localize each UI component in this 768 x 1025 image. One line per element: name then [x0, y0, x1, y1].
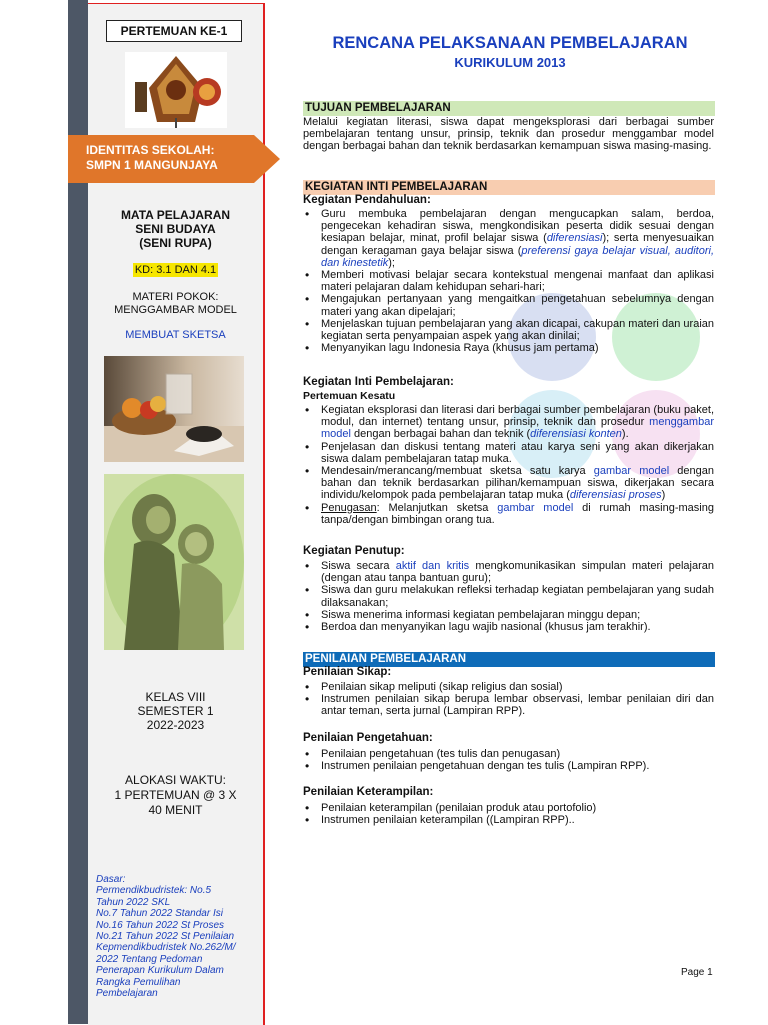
- still-life-photo: [104, 356, 244, 462]
- school-name: SMPN 1 MANGUNJAYA: [86, 158, 218, 172]
- list-item: • Penugasan: Melanjutkan sketsa gambar model di rumah masing-masing tanpa/dengan bimbingan orang tua.: [303, 502, 714, 526]
- pertemuan-box: PERTEMUAN KE-1: [106, 20, 242, 42]
- page-subtitle: KURIKULUM 2013: [454, 55, 566, 70]
- page-number: Page 1: [681, 967, 713, 978]
- list-item: • Penjelasan dan diskusi tentang materi atau karya seni yang akan dikerjakan siswa dalam pembelajaran tatap muka.: [303, 441, 714, 465]
- inti-list: [303, 404, 714, 526]
- kegiatan-heading: KEGIATAN INTI PEMBELAJARAN: [303, 180, 715, 195]
- list-item: • Siswa secara aktif dan kritis mengkomunikasikan simpulan materi pelajaran (dengan atau tanpa bantuan guru);: [303, 560, 714, 584]
- membuat-sketsa: MEMBUAT SKETSA: [125, 329, 226, 341]
- tujuan-text: Melalui kegiatan literasi, siswa dapat mengeksplorasi dari berbagai sumber pembelajaran tentang unsur, prinsip, teknik dan prosedur menggambar model dengan berbagai bahan dan teknik berdasarkan kemampuan siswa masing-masing.: [303, 116, 714, 153]
- mata-pelajaran: MATA PELAJARAN SENI BUDAYA (SENI RUPA): [120, 208, 231, 250]
- sikap-list: [303, 681, 714, 718]
- dasar-hukum: Dasar: Permendikbudristek: No.5 Tahun 2022 SKL No.7 Tahun 2022 Standar Isi No.16 Tahun 2022 St Proses No.21 Tahun 2022 St Penilaian Kepmendikbudristek No.262/M/ 2022 Tentang Pedoman Penerapan Kurikulum Dalam Rangka Pemulihan Pembelajaran: [96, 874, 236, 1000]
- list-item: • Instrumen penilaian pengetahuan dengan tes tulis (Lampiran RPP).: [303, 760, 714, 772]
- children-photo: [104, 474, 244, 650]
- penutup-title: Kegiatan Penutup:: [303, 545, 405, 557]
- keterampilan-list: [303, 802, 714, 826]
- list-item: • Mendesain/merancang/membuat sketsa satu karya gambar model dengan bahan dan teknik berdasarkan pilihan/kemampuan siswa, dikerjakan secara individu/kelompok pada pembelajaran tatap muka (diferensiasi proses): [303, 465, 714, 502]
- alokasi-waktu: ALOKASI WAKTU: 1 PERTEMUAN @ 3 X 40 MENIT: [114, 773, 237, 817]
- list-item: • Instrumen penilaian sikap berupa lembar observasi, lembar penilaian diri dan antar teman, serta jurnal (Lampiran RPP).: [303, 693, 714, 717]
- list-item: • Kegiatan eksplorasi dan literasi dari berbagai sumber pembelajaran (buku paket, modul, dan internet) tentang unsur, prinsip, teknik dan prosedur menggambar model dengan berbagai bahan dan teknik (diferensiasi konten).: [303, 404, 714, 441]
- list-item: • Siswa menerima informasi kegiatan pembelajaran minggu depan;: [303, 609, 714, 621]
- list-item: • Siswa dan guru melakukan refleksi terhadap kegiatan pembelajaran yang sudah dilaksanakan;: [303, 584, 714, 608]
- page-title: RENCANA PELAKSANAAN PEMBELAJARAN: [332, 34, 688, 52]
- list-item: • Memberi motivasi belajar secara kontekstual mengenai manfaat dan aplikasi materi pelajaran dalam kehidupan sehari-hari;: [303, 269, 714, 293]
- list-item: • Guru membuka pembelajaran dengan mengucapkan salam, berdoa, pengecekan kehadiran siswa, mengkondisikan peserta didik sesuai dengan kesiapan belajar, minat, profil belajar siswa (diferensiasi); serta menyesuaikan dengan keragaman gaya belajar siswa (preferensi gaya belajar visual, auditori, dan kinestetik);: [303, 208, 714, 269]
- kd-label: KD: 3.1 DAN 4.1: [134, 264, 217, 276]
- pengetahuan-title: Penilaian Pengetahuan:: [303, 732, 433, 744]
- materi-pokok: MATERI POKOK: MENGGAMBAR MODEL: [114, 291, 237, 316]
- pendahuluan-list: [303, 208, 714, 354]
- penutup-list: [303, 560, 714, 633]
- list-item: • Penilaian pengetahuan (tes tulis dan penugasan): [303, 748, 714, 760]
- list-item: • Penilaian sikap meliputi (sikap religius dan sosial): [303, 681, 714, 693]
- list-item: • Penilaian keterampilan (penilaian produk atau portofolio): [303, 802, 714, 814]
- list-item: • Berdoa dan menyanyikan lagu wajib nasional (khusus jam terakhir).: [303, 621, 714, 633]
- list-item: • Menjelaskan tujuan pembelajaran yang akan dicapai, cakupan materi dan uraian kegiatan serta penyampaian aspek yang akan dinilai;: [303, 318, 714, 342]
- sikap-title: Penilaian Sikap:: [303, 666, 392, 678]
- wayang-image: [125, 52, 227, 128]
- tujuan-heading: TUJUAN PEMBELAJARAN: [303, 101, 715, 116]
- pertemuan-kesatu-title: Pertemuan Kesatu: [303, 390, 396, 402]
- pengetahuan-list: [303, 748, 714, 772]
- kelas-info: KELAS VIII SEMESTER 1 2022-2023: [137, 690, 214, 732]
- list-item: • Instrumen penilaian keterampilan ((Lampiran RPP)..: [303, 814, 714, 826]
- identitas-sekolah: [86, 143, 246, 173]
- penilaian-heading: PENILAIAN PEMBELAJARAN: [303, 652, 715, 667]
- list-item: • Mengajukan pertanyaan yang mengaitkan pengetahuan sebelumnya dengan materi yang akan dipelajari;: [303, 293, 714, 317]
- keterampilan-title: Penilaian Keterampilan:: [303, 786, 434, 798]
- inti-title: Kegiatan Inti Pembelajaran:: [303, 376, 454, 388]
- list-item: • Menyanyikan lagu Indonesia Raya (khusus jam pertama): [303, 342, 714, 354]
- pendahuluan-title: Kegiatan Pendahuluan:: [303, 194, 431, 206]
- identitas-label: IDENTITAS SEKOLAH:: [86, 143, 215, 157]
